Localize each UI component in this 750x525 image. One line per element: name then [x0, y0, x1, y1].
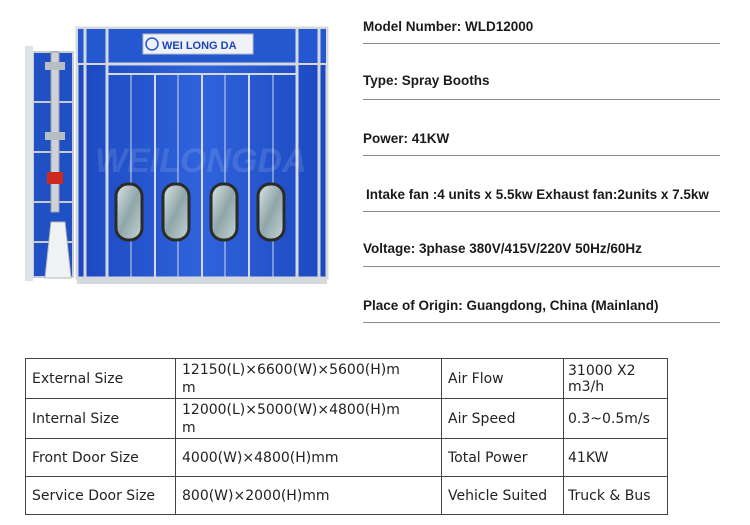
watermark: WEILONGDA: [95, 142, 307, 180]
spec-fans: Intake fan :4 units x 5.5kw Exhaust fan:2units x 7.5kw: [366, 187, 709, 202]
table-value: Truck & Bus: [564, 477, 668, 515]
spec-type: Type: Spray Booths: [363, 73, 490, 88]
table-value: 4000(W)×4800(H)mm: [176, 439, 442, 477]
table-value: 800(W)×2000(H)mm: [176, 477, 442, 515]
table-row: [26, 359, 668, 399]
table-value: [176, 399, 442, 439]
table-value: 31000 X2 m3/h: [564, 359, 668, 399]
value-line: 12000(L)×5000(W)×4800(H)m: [182, 401, 400, 418]
table-label: Front Door Size: [26, 439, 176, 477]
table-label: Service Door Size: [26, 477, 176, 515]
table-value: [176, 359, 442, 399]
brand-label: WEI LONG DA: [162, 40, 237, 52]
table-label: External Size: [26, 359, 176, 399]
table-row: [26, 477, 668, 515]
divider: [363, 155, 720, 156]
divider: [363, 99, 720, 100]
specification-table: [25, 358, 668, 515]
table-label: Internal Size: [26, 399, 176, 439]
spec-model-number: Model Number: WLD12000: [363, 19, 534, 34]
table-row: [26, 439, 668, 477]
divider: [363, 211, 720, 212]
table-value: 0.3~0.5m/s: [564, 399, 668, 439]
table-label: Air Speed: [442, 399, 564, 439]
divider: [363, 322, 720, 323]
table-value: 41KW: [564, 439, 668, 477]
table-label: Vehicle Suited: [442, 477, 564, 515]
spray-booth-photo: [25, 22, 335, 312]
divider: [363, 43, 720, 44]
value-line: m: [182, 419, 196, 436]
spec-place-of-origin: Place of Origin: Guangdong, China (Mainland): [363, 298, 659, 313]
table-row: [26, 399, 668, 439]
value-line: m: [182, 379, 196, 396]
divider: [363, 266, 720, 267]
table-label: Total Power: [442, 439, 564, 477]
spec-voltage: Voltage: 3phase 380V/415V/220V 50Hz/60Hz: [363, 241, 642, 256]
table-label: Air Flow: [442, 359, 564, 399]
spec-power: Power: 41KW: [363, 131, 450, 146]
value-line: 12150(L)×6600(W)×5600(H)m: [182, 361, 400, 378]
